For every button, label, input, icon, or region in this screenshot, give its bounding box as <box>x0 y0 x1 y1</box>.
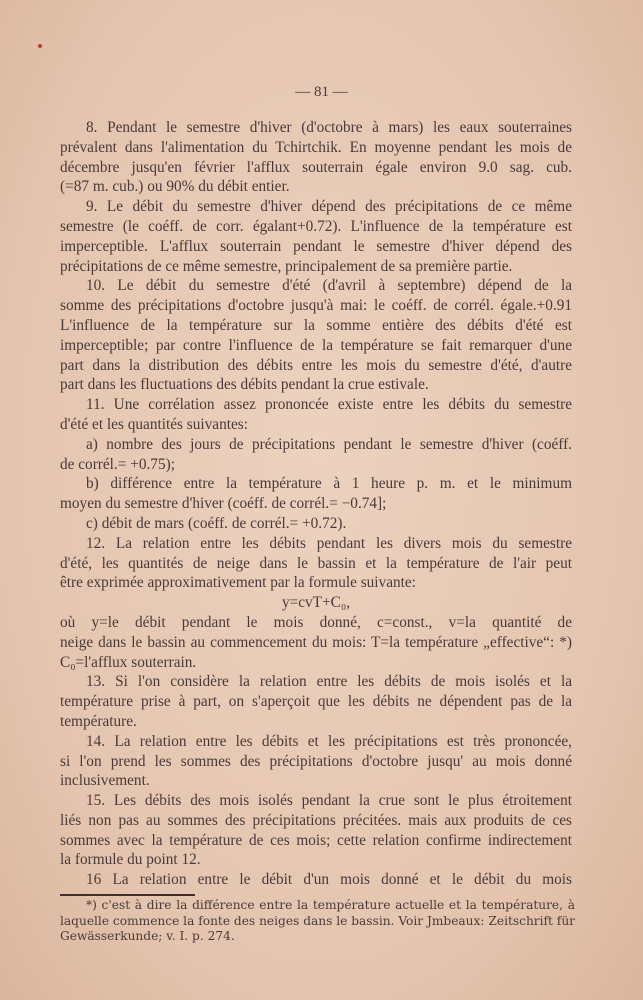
text-line: température prise à part, on s'aperçoit que les débits ne dépendent pas de la <box>60 693 572 711</box>
text-line: C₀=l'afflux souterrain. <box>60 653 197 671</box>
text-line: sommes avec la température de ces mois; cette relation confirme indirectement <box>60 831 572 849</box>
text-line: liés non pas au sommes des précipitations précitées. mais aux produits de ces <box>60 811 572 829</box>
text-line: la formule du point 12. <box>60 851 201 869</box>
text-line: L'influence de la température sur la somme entière des débits d'été est <box>60 316 572 334</box>
footnote-line: laquelle commence la fonte des neiges dans le bassin. Voir Jmbeaux: Zeitschrift für <box>60 913 575 928</box>
text-line: de corrél.= +0.75); <box>60 455 175 473</box>
text-line: part dans les fluctuations des débits pendant la crue estivale. <box>60 376 429 394</box>
footnote-line: *) c'est à dire la différence entre la température actuelle et la température, à <box>86 898 575 912</box>
text-line: moyen du semestre d'hiver (coéff. de corrél.= −0.74]; <box>60 495 387 513</box>
text-line: a) nombre des jours de précipitations pendant le semestre d'hiver (coéff. <box>86 435 572 453</box>
ink-spot <box>38 44 42 48</box>
text-line: d'été, les quantités de neige dans le bassin et la température de l'air peut <box>60 554 572 572</box>
text-line: 9. Le débit du semestre d'hiver dépend des précipitations de ce même <box>86 198 572 216</box>
text-line: neige dans le bassin au commencement du mois: T=la température „effective“: *) <box>60 633 572 651</box>
text-line: imperceptible. L'afflux souterrain pendant le semestre d'hiver dépend des <box>60 237 572 255</box>
text-line: être exprimée approximativement par la formule suivante: <box>60 574 416 592</box>
text-line: c) débit de mars (coéff. de corrél.= +0.72). <box>86 514 347 532</box>
text-line: inclusivement. <box>60 772 150 790</box>
text-line: imperceptible; par contre l'influence de la température se fait remarquer d'une <box>60 336 572 354</box>
text-line: b) différence entre la température à 1 heure p. m. et le minimum <box>86 475 572 493</box>
text-line: somme des précipitations d'octobre jusqu'à mai: le coéff. de corrél. égale.+0.91 <box>60 297 572 315</box>
footnote <box>60 898 575 945</box>
text-line: si l'on prend les sommes des précipitations d'octobre jusqu' au mois donné <box>60 752 572 770</box>
footnote-divider <box>60 894 195 896</box>
text-line: d'été et les quantités suivantes: <box>60 415 248 433</box>
text-line: 12. La relation entre les débits pendant les divers mois du semestre <box>86 534 572 552</box>
text-line: part dans la distribution des débits entre les mois du semestre d'été, d'autre <box>60 356 572 374</box>
text-line: 15. Les débits des mois isolés pendant la crue sont le plus étroitement <box>86 792 572 810</box>
page-number: — 81 — <box>295 84 348 100</box>
footnote-line: Gewässerkunde; v. I. p. 274. <box>60 929 235 943</box>
formula: y=cvT+C₀, <box>281 594 351 612</box>
text-line: prévalent dans l'alimentation du Tchirtchik. En moyenne pendant les mois de <box>60 138 572 156</box>
text-line: précipitations de ce même semestre, principalement de sa première partie. <box>60 257 513 275</box>
text-line: décembre jusqu'en février l'afflux souterrain égale environ 9.0 sag. cub. <box>60 158 572 176</box>
text-line: 16 La relation entre le débit d'un mois donné et le débit du mois <box>86 871 572 889</box>
text-line: 13. Si l'on considère la relation entre les débits de mois isolés et la <box>86 673 572 691</box>
text-line: semestre (le coéff. de corr. égalant+0.72). L'influence de la température est <box>60 217 572 235</box>
text-line: 8. Pendant le semestre d'hiver (d'octobre à mars) les eaux souterraines <box>86 119 572 136</box>
text-line: 14. La relation entre les débits et les précipitations est très prononcée, <box>86 732 572 750</box>
text-line: 10. Le débit du semestre d'été (d'avril à septembre) dépend de la <box>86 277 572 295</box>
text-line: où y=le débit pendant le mois donné, c=const., v=la quantité de <box>60 613 572 631</box>
text-line: température. <box>60 712 137 730</box>
text-line: (=87 m. cub.) ou 90% du débit entier. <box>60 178 290 196</box>
body-text <box>60 118 572 890</box>
text-line: 11. Une corrélation assez prononcée existe entre les débits du semestre <box>86 396 572 414</box>
